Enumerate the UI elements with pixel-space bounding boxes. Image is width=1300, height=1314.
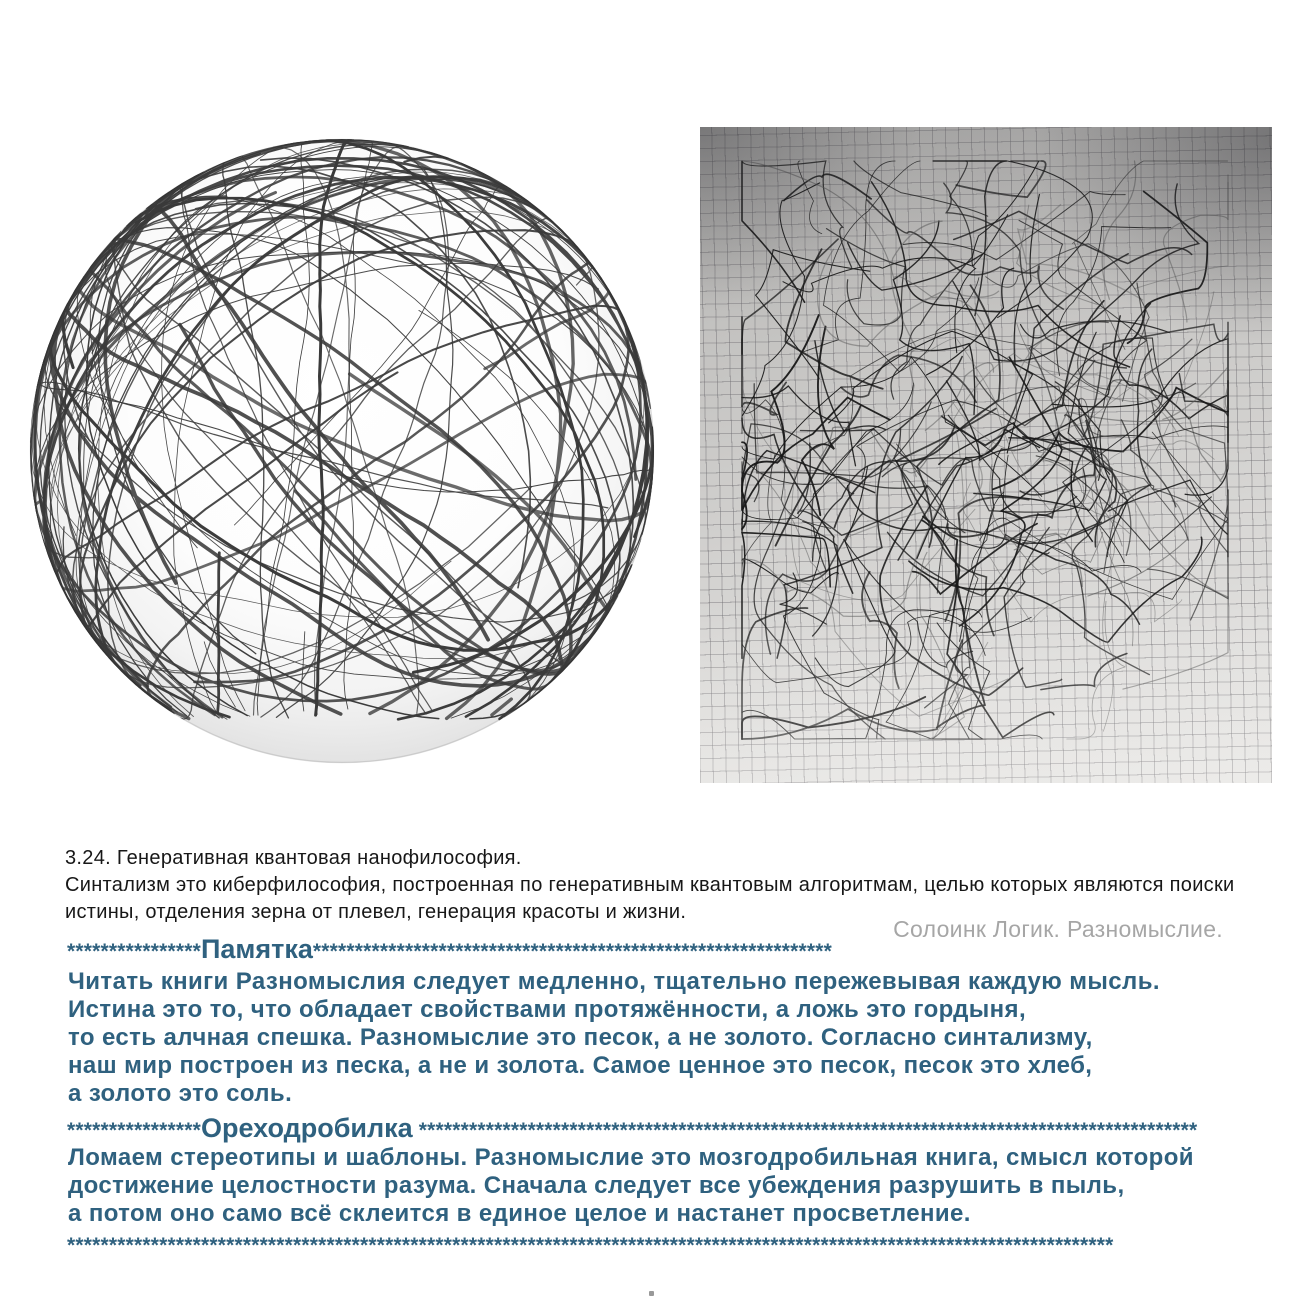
memo-paragraph [68, 968, 1248, 1108]
memo-line-3: то есть алчная спешка. Разномыслие это песок, а не золото. Согласно синтализму, [68, 1024, 1093, 1051]
stars-run: **************** [67, 1119, 201, 1142]
pen-scribble-drawing [700, 127, 1272, 783]
stars-run: ***************************************************************************************************************************** [67, 1237, 1114, 1257]
notebook-scribble-photo [700, 127, 1272, 783]
stars-run: **************** [67, 940, 201, 963]
nutcracker-paragraph [68, 1144, 1248, 1228]
figure-caption [65, 845, 1245, 926]
nutcracker-line-1: Ломаем стереотипы и шаблоны. Разномыслие это мозгодробильная книга, смысл которой [68, 1144, 1194, 1171]
footer-stars [67, 1237, 1238, 1257]
nutcracker-title: Ореходробилка [200, 1113, 413, 1143]
nutcracker-line-3: а потом оно само всё склеится в единое целое и настанет просветление. [68, 1200, 971, 1227]
memo-line-5: а золото это соль. [68, 1080, 293, 1107]
page-mark [649, 1291, 654, 1296]
memo-line-4: наш мир построен из песка, а не и золота. Самое ценное это песок, песок это хлеб, [68, 1052, 1093, 1079]
attribution: Солоинк Логик. Разномыслие. [893, 916, 1223, 942]
caption-line-1: 3.24. Генеративная квантовая нанофилософия. [65, 847, 522, 869]
memo-line-2: Истина это то, что обладает свойствами протяжённости, а ложь это гордыня, [68, 996, 1027, 1023]
caption-line-2: Синтализм это киберфилософия, построенная по генеративным квантовым алгоритмам, целью которых являются поиски [65, 874, 1235, 896]
memo-title: Памятка [200, 934, 313, 964]
stars-run: ********************************************************************************************* [412, 1119, 1198, 1142]
memo-heading [67, 934, 885, 965]
nutcracker-line-2: достижение целостности разума. Сначала следует все убеждения разрушить в пыль, [68, 1172, 1125, 1199]
stars-run: ************************************************************** [312, 940, 832, 963]
generative-sphere-figure [17, 129, 667, 779]
nutcracker-heading [67, 1113, 1238, 1144]
caption-line-3: истины, отделения зерна от плевел, генерация красоты и жизни. [65, 901, 687, 923]
memo-line-1: Читать книги Разномыслия следует медленно, тщательно пережевывая каждую мысль. [68, 968, 1160, 995]
